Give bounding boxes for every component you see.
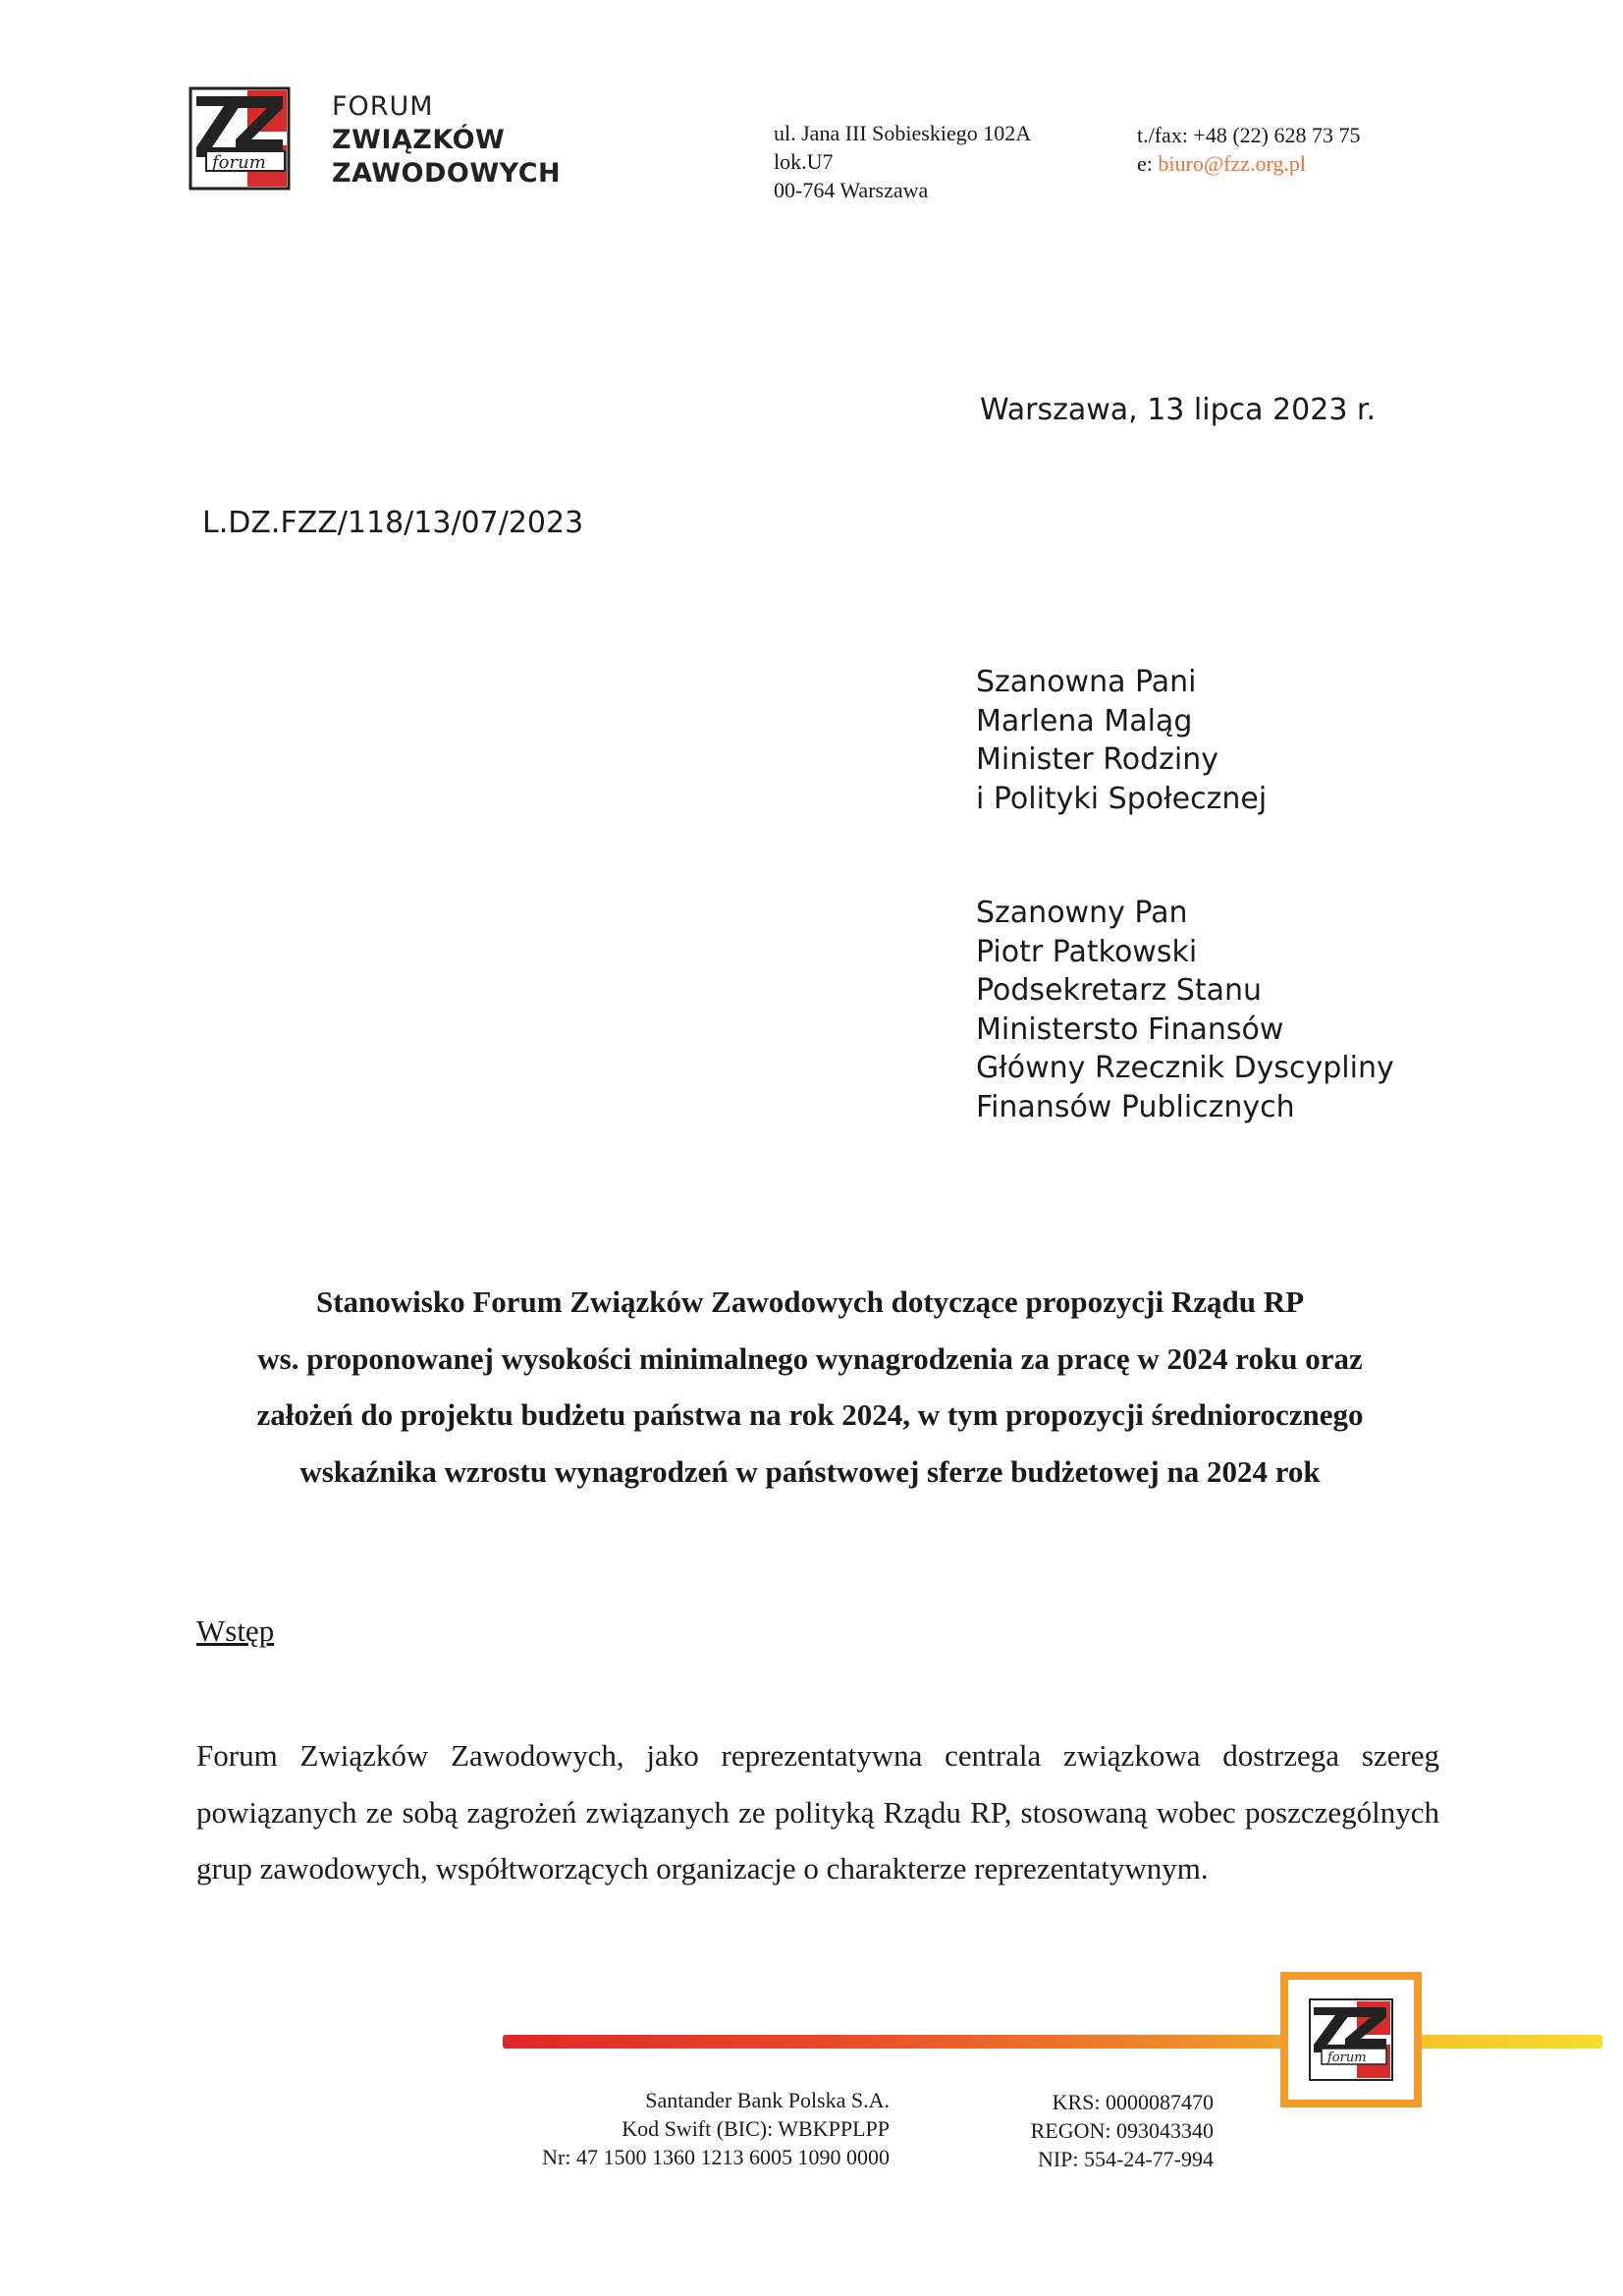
recipient-line: Finansów Publicznych — [976, 1089, 1295, 1124]
footer-bank-info — [461, 2086, 890, 2171]
title-line: ws. proponowanej wysokości minimalnego wynagrodzenia za pracę w 2024 roku oraz — [257, 1340, 1363, 1376]
header-contact — [1137, 121, 1461, 178]
bank-line: Kod Swift (BIC): WBKPPLPP — [622, 2116, 890, 2141]
footer-logo-script-text: forum — [1327, 2050, 1367, 2065]
registry-line: KRS: 0000087470 — [1052, 2090, 1214, 2114]
recipient-line: i Polityki Społecznej — [976, 781, 1268, 816]
recipient-block-2 — [976, 894, 1394, 1126]
email-prefix: e: — [1137, 151, 1159, 176]
recipient-line: Szanowny Pan — [976, 896, 1188, 930]
recipient-line: Marlena Maląg — [976, 703, 1193, 738]
registry-line: NIP: 554-24-77-994 — [1037, 2147, 1214, 2171]
footer-gradient-line — [503, 2035, 1602, 2049]
address-line: lok.U7 — [774, 149, 834, 174]
bank-line: Nr: 47 1500 1360 1213 6005 1090 0000 — [542, 2145, 890, 2169]
email-line — [1137, 149, 1461, 178]
recipient-line: Minister Rodziny — [976, 742, 1219, 777]
org-name — [332, 90, 587, 191]
phone-fax: t./fax: +48 (22) 628 73 75 — [1137, 123, 1361, 147]
footer-registry-info — [962, 2088, 1214, 2173]
address-line: 00-764 Warszawa — [774, 178, 929, 202]
reference-number: L.DZ.FZZ/118/13/07/2023 — [202, 506, 584, 540]
fzz-logo-icon — [189, 86, 291, 191]
recipient-line: Ministersto Finansów — [976, 1011, 1284, 1047]
logo-script-text: forum — [212, 152, 266, 173]
org-name-line-1: FORUM — [332, 91, 434, 122]
org-name-line-3: ZAWODOWYCH — [332, 158, 562, 189]
bank-line: Santander Bank Polska S.A. — [645, 2088, 890, 2112]
document-title — [177, 1274, 1443, 1500]
title-line: wskaźnika wzrostu wynagrodzeń w państwowej sferze budżetowej na 2024 rok — [299, 1453, 1321, 1489]
section-heading: Wstęp — [196, 1613, 275, 1648]
recipient-line: Szanowna Pani — [976, 665, 1197, 699]
title-line: założeń do projektu budżetu państwa na rok 2024, w tym propozycji średniorocznego — [256, 1397, 1364, 1432]
letter-date: Warszawa, 13 lipca 2023 r. — [980, 393, 1377, 427]
footer-fzz-logo-icon — [1280, 1972, 1422, 2107]
recipient-line: Główny Rzecznik Dyscypliny — [976, 1051, 1394, 1085]
registry-line: REGON: 093043340 — [1030, 2118, 1214, 2143]
recipient-line: Piotr Patkowski — [976, 934, 1198, 969]
email-link[interactable]: biuro@fzz.org.pl — [1158, 151, 1306, 176]
address-line: ul. Jana III Sobieskiego 102A — [774, 121, 1032, 145]
recipient-block-1 — [976, 663, 1267, 818]
body-paragraph: Forum Związków Zawodowych, jako reprezentatywna centrala związkowa dostrzega szereg powiązanych ze sobą zagrożeń związanych ze polityką Rządu RP, stosowaną wobec poszczególnych grup zawodowych, współtworzących organizacje o charakterze reprezentatywnym. — [196, 1738, 1439, 1886]
recipient-line: Podsekretarz Stanu — [976, 973, 1262, 1008]
title-line: Stanowisko Forum Związków Zawodowych dotyczące propozycji Rządu RP — [315, 1285, 1305, 1319]
header-address — [774, 119, 1108, 204]
org-name-line-2: ZWIĄZKÓW — [332, 125, 506, 155]
